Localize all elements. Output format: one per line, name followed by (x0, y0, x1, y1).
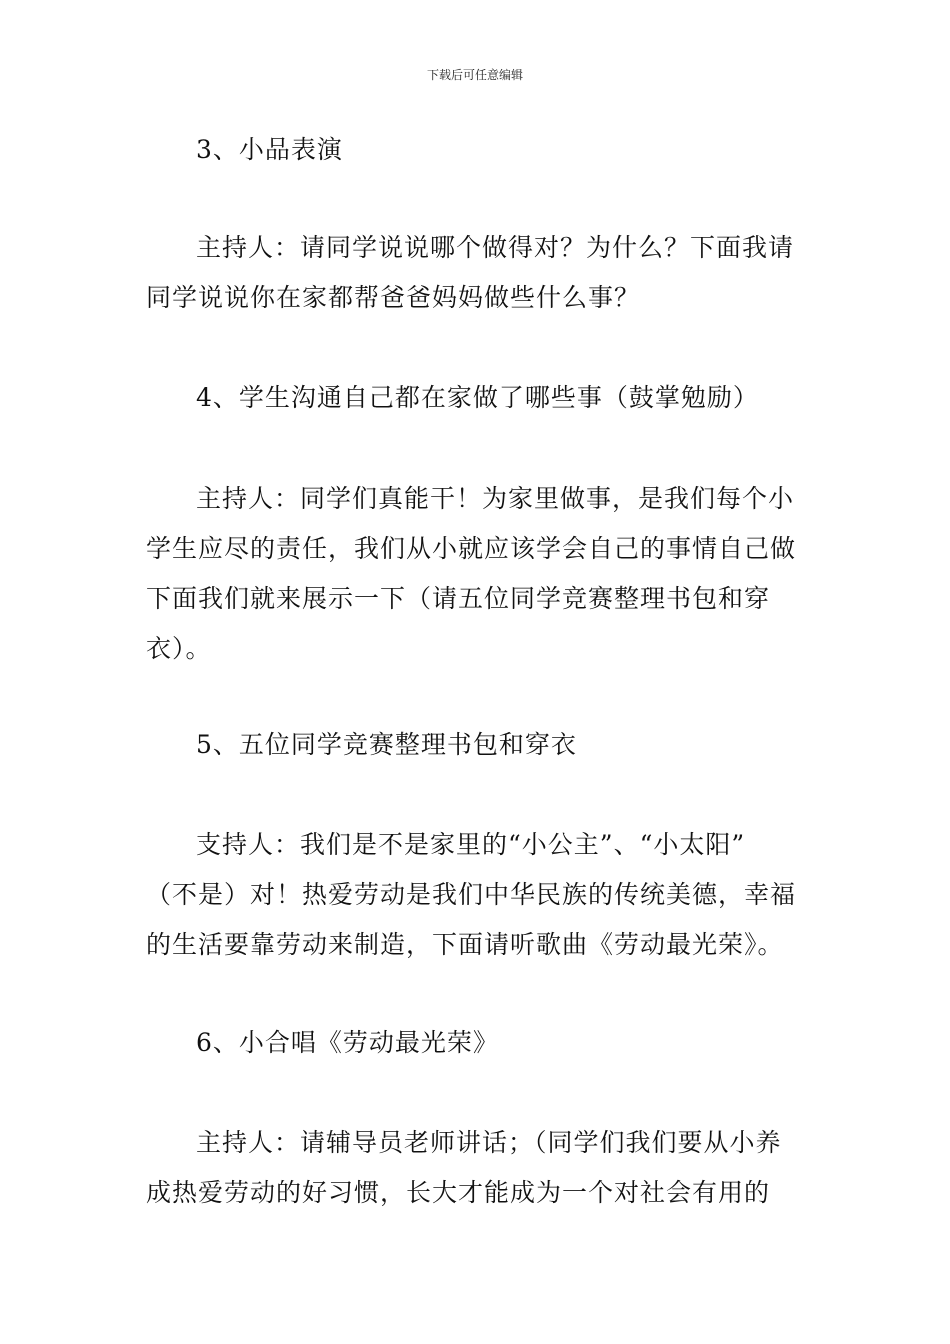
paragraph-host-teacher (146, 1118, 811, 1218)
text-line: 主持人：请辅导员老师讲话；（同学们我们要从小养 (196, 1128, 782, 1157)
text-line: 下面我们就来展示一下（请五位同学竞赛整理书包和穿 (146, 584, 771, 613)
text-line: 5、五位同学竞赛整理书包和穿衣 (196, 730, 577, 759)
paragraph-item-6-heading (146, 1018, 811, 1068)
text-line: 4、学生沟通自己都在家做了哪些事（鼓掌勉励） (196, 383, 759, 412)
text-line: 6、小合唱《劳动最光荣》 (196, 1028, 499, 1057)
text-line: 支持人：我们是不是家里的“小公主”、“小太阳” (196, 830, 746, 859)
text-line: 成热爱劳动的好习惯，长大才能成为一个对社会有用的 (146, 1178, 771, 1207)
text-line: 的生活要靠劳动来制造，下面请听歌曲《劳动最光荣》。 (146, 930, 784, 959)
paragraph-item-4-heading (146, 373, 811, 423)
paragraph-host-question (146, 223, 811, 323)
text-line: （不是）对！热爱劳动是我们中华民族的传统美德，幸福 (146, 880, 797, 909)
text-line: 主持人：同学们真能干！为家里做事，是我们每个小 (196, 484, 795, 513)
text-line: 学生应尽的责任，我们从小就应该学会自己的事情自己做 (146, 534, 797, 563)
paragraph-host-praise (146, 474, 811, 674)
page-header: 下载后可任意编辑 (426, 68, 523, 82)
paragraph-item-5-heading (146, 720, 811, 770)
text-line: 同学说说你在家都帮爸爸妈妈做些什么事？ (146, 283, 641, 312)
text-line: 3、小品表演 (196, 135, 343, 164)
text-line: 衣）。 (146, 634, 212, 663)
paragraph-item-3-heading (146, 125, 811, 175)
text-line: 主持人：请同学说说哪个做得对？为什么？下面我请 (196, 233, 795, 262)
paragraph-host-labor (146, 820, 811, 970)
